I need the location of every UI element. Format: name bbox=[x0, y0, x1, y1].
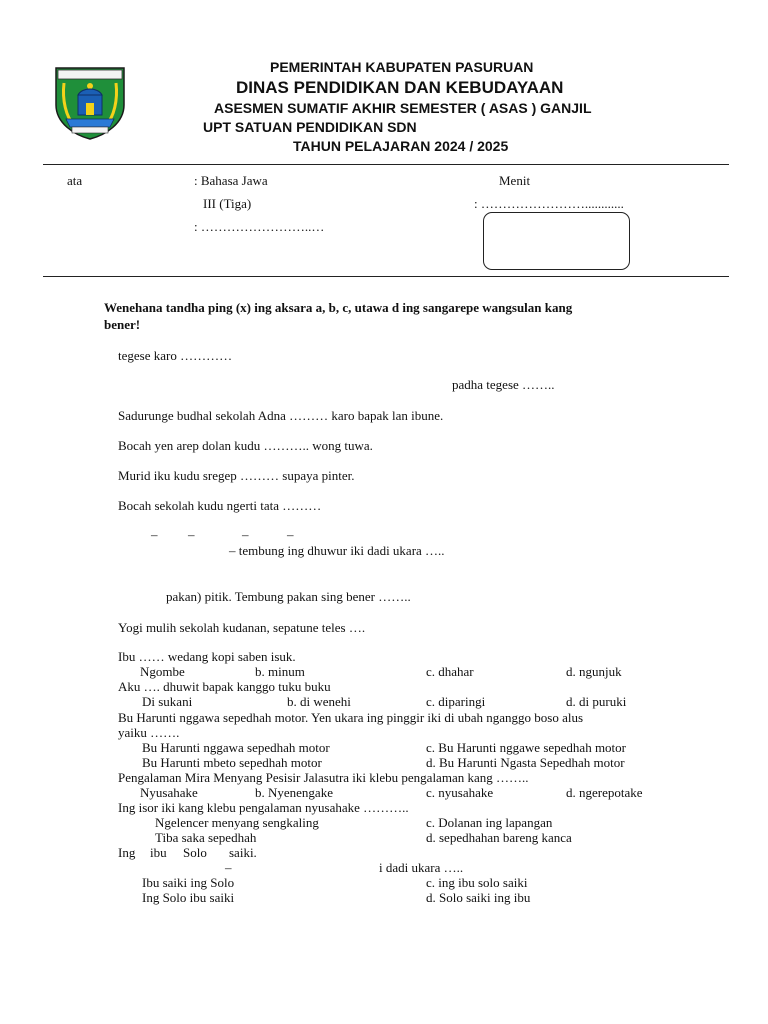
option-c[interactable]: c. nyusahake bbox=[426, 785, 494, 800]
option-d[interactable]: d. ngunjuk bbox=[566, 664, 622, 679]
score-box bbox=[483, 212, 630, 270]
header-line-2: DINAS PENDIDIKAN DAN KEBUDAYAAN bbox=[236, 78, 564, 97]
regency-seal-icon bbox=[52, 65, 128, 141]
option-a[interactable]: Nyusahake bbox=[140, 785, 198, 800]
name-field[interactable]: : ……………………..… bbox=[194, 219, 325, 234]
option-d[interactable]: d. Solo saiki ing ibu bbox=[426, 890, 531, 905]
header-line-3: ASESMEN SUMATIF AKHIR SEMESTER ( ASAS ) GANJIL bbox=[214, 100, 592, 116]
option-a[interactable]: Ngombe bbox=[140, 664, 185, 679]
question-13: Pengalaman Mira Menyang Pesisir Jalasutra iki klebu pengalaman kang …….. bbox=[118, 770, 529, 785]
instruction-line-1: Wenehana tandha ping (x) ing aksara a, b, c, utawa d ing sangarepe wangsulan kang bbox=[104, 300, 573, 315]
option-c[interactable]: c. ing ibu solo saiki bbox=[426, 875, 528, 890]
question-6: Bocah sekolah kudu ngerti tata ……… bbox=[118, 498, 322, 513]
option-b[interactable]: b. di wenehi bbox=[287, 694, 351, 709]
question-4: Bocah yen arep dolan kudu ……….. wong tuwa. bbox=[118, 438, 373, 453]
option-d[interactable]: d. Bu Harunti Ngasta Sepedhah motor bbox=[426, 755, 625, 770]
option-b[interactable]: b. Nyenengake bbox=[255, 785, 333, 800]
option-d[interactable]: d. sepedhahan bareng kanca bbox=[426, 830, 572, 845]
info-left-fragment: ata bbox=[67, 173, 83, 188]
question-7-dash: – bbox=[242, 527, 249, 542]
question-5: Murid iku kudu sregep ……… supaya pinter. bbox=[118, 468, 355, 483]
time-label: Menit bbox=[499, 173, 531, 188]
question-9: Yogi mulih sekolah kudanan, sepatune teles …. bbox=[118, 620, 366, 635]
question-7-dash: – bbox=[151, 527, 158, 542]
header-line-4: UPT SATUAN PENDIDIKAN SDN bbox=[203, 119, 417, 135]
option-c[interactable]: c. dhahar bbox=[426, 664, 474, 679]
option-b[interactable]: b. minum bbox=[255, 664, 305, 679]
time-field[interactable]: : ……………………............ bbox=[474, 196, 624, 211]
option-a[interactable]: Bu Harunti nggawa sepedhah motor bbox=[142, 740, 330, 755]
header-line-1: PEMERINTAH KABUPATEN PASURUAN bbox=[270, 59, 534, 75]
header-line-5: TAHUN PELAJARAN 2024 / 2025 bbox=[293, 138, 509, 154]
header-divider-bottom bbox=[43, 276, 729, 277]
option-c[interactable]: c. Dolanan ing lapangan bbox=[426, 815, 553, 830]
option-b[interactable]: Bu Harunti mbeto sepedhah motor bbox=[142, 755, 322, 770]
option-d[interactable]: d. di puruki bbox=[566, 694, 627, 709]
option-a[interactable]: Di sukani bbox=[142, 694, 193, 709]
question-3: Sadurunge budhal sekolah Adna ……… karo bapak lan ibune. bbox=[118, 408, 444, 423]
option-c[interactable]: c. diparingi bbox=[426, 694, 486, 709]
question-15-word: ibu bbox=[150, 845, 167, 860]
option-d[interactable]: d. ngerepotake bbox=[566, 785, 643, 800]
question-11: Aku …. dhuwit bapak kanggo tuku buku bbox=[118, 679, 331, 694]
question-15-tail: i dadi ukara ….. bbox=[379, 860, 464, 875]
header-divider-top bbox=[43, 164, 729, 165]
option-c[interactable]: c. Bu Harunti nggawe sepedhah motor bbox=[426, 740, 627, 755]
subject-value: : Bahasa Jawa bbox=[194, 173, 268, 188]
pasuruan-logo bbox=[52, 65, 128, 141]
question-15-word: Solo bbox=[183, 845, 207, 860]
option-a[interactable]: Ngelencer menyang sengkaling bbox=[155, 815, 319, 830]
question-14: Ing isor iki kang klebu pengalaman nyusahake ……….. bbox=[118, 800, 409, 815]
question-7-dash: – bbox=[188, 527, 195, 542]
question-1: tegese karo ………… bbox=[118, 348, 233, 363]
option-a[interactable]: Ibu saiki ing Solo bbox=[142, 875, 235, 890]
question-8: pakan) pitik. Tembung pakan sing bener …….. bbox=[166, 589, 411, 604]
question-7: – tembung ing dhuwur iki dadi ukara ….. bbox=[229, 543, 445, 558]
question-2: padha tegese …….. bbox=[452, 377, 555, 392]
question-15-word: saiki. bbox=[229, 845, 257, 860]
question-10: Ibu …… wedang kopi saben isuk. bbox=[118, 649, 296, 664]
instruction-line-2: bener! bbox=[104, 317, 141, 332]
question-15-word: Ing bbox=[118, 845, 136, 860]
option-b[interactable]: Ing Solo ibu saiki bbox=[142, 890, 235, 905]
question-12-line-1: Bu Harunti nggawa sepedhah motor. Yen ukara ing pinggir iki di ubah nganggo boso alus bbox=[118, 710, 584, 725]
question-12-line-2: yaiku ……. bbox=[118, 725, 180, 740]
question-15-dash: – bbox=[225, 860, 232, 875]
class-value: III (Tiga) bbox=[203, 196, 252, 211]
question-7-dash: – bbox=[287, 527, 294, 542]
option-b[interactable]: Tiba saka sepedhah bbox=[155, 830, 257, 845]
